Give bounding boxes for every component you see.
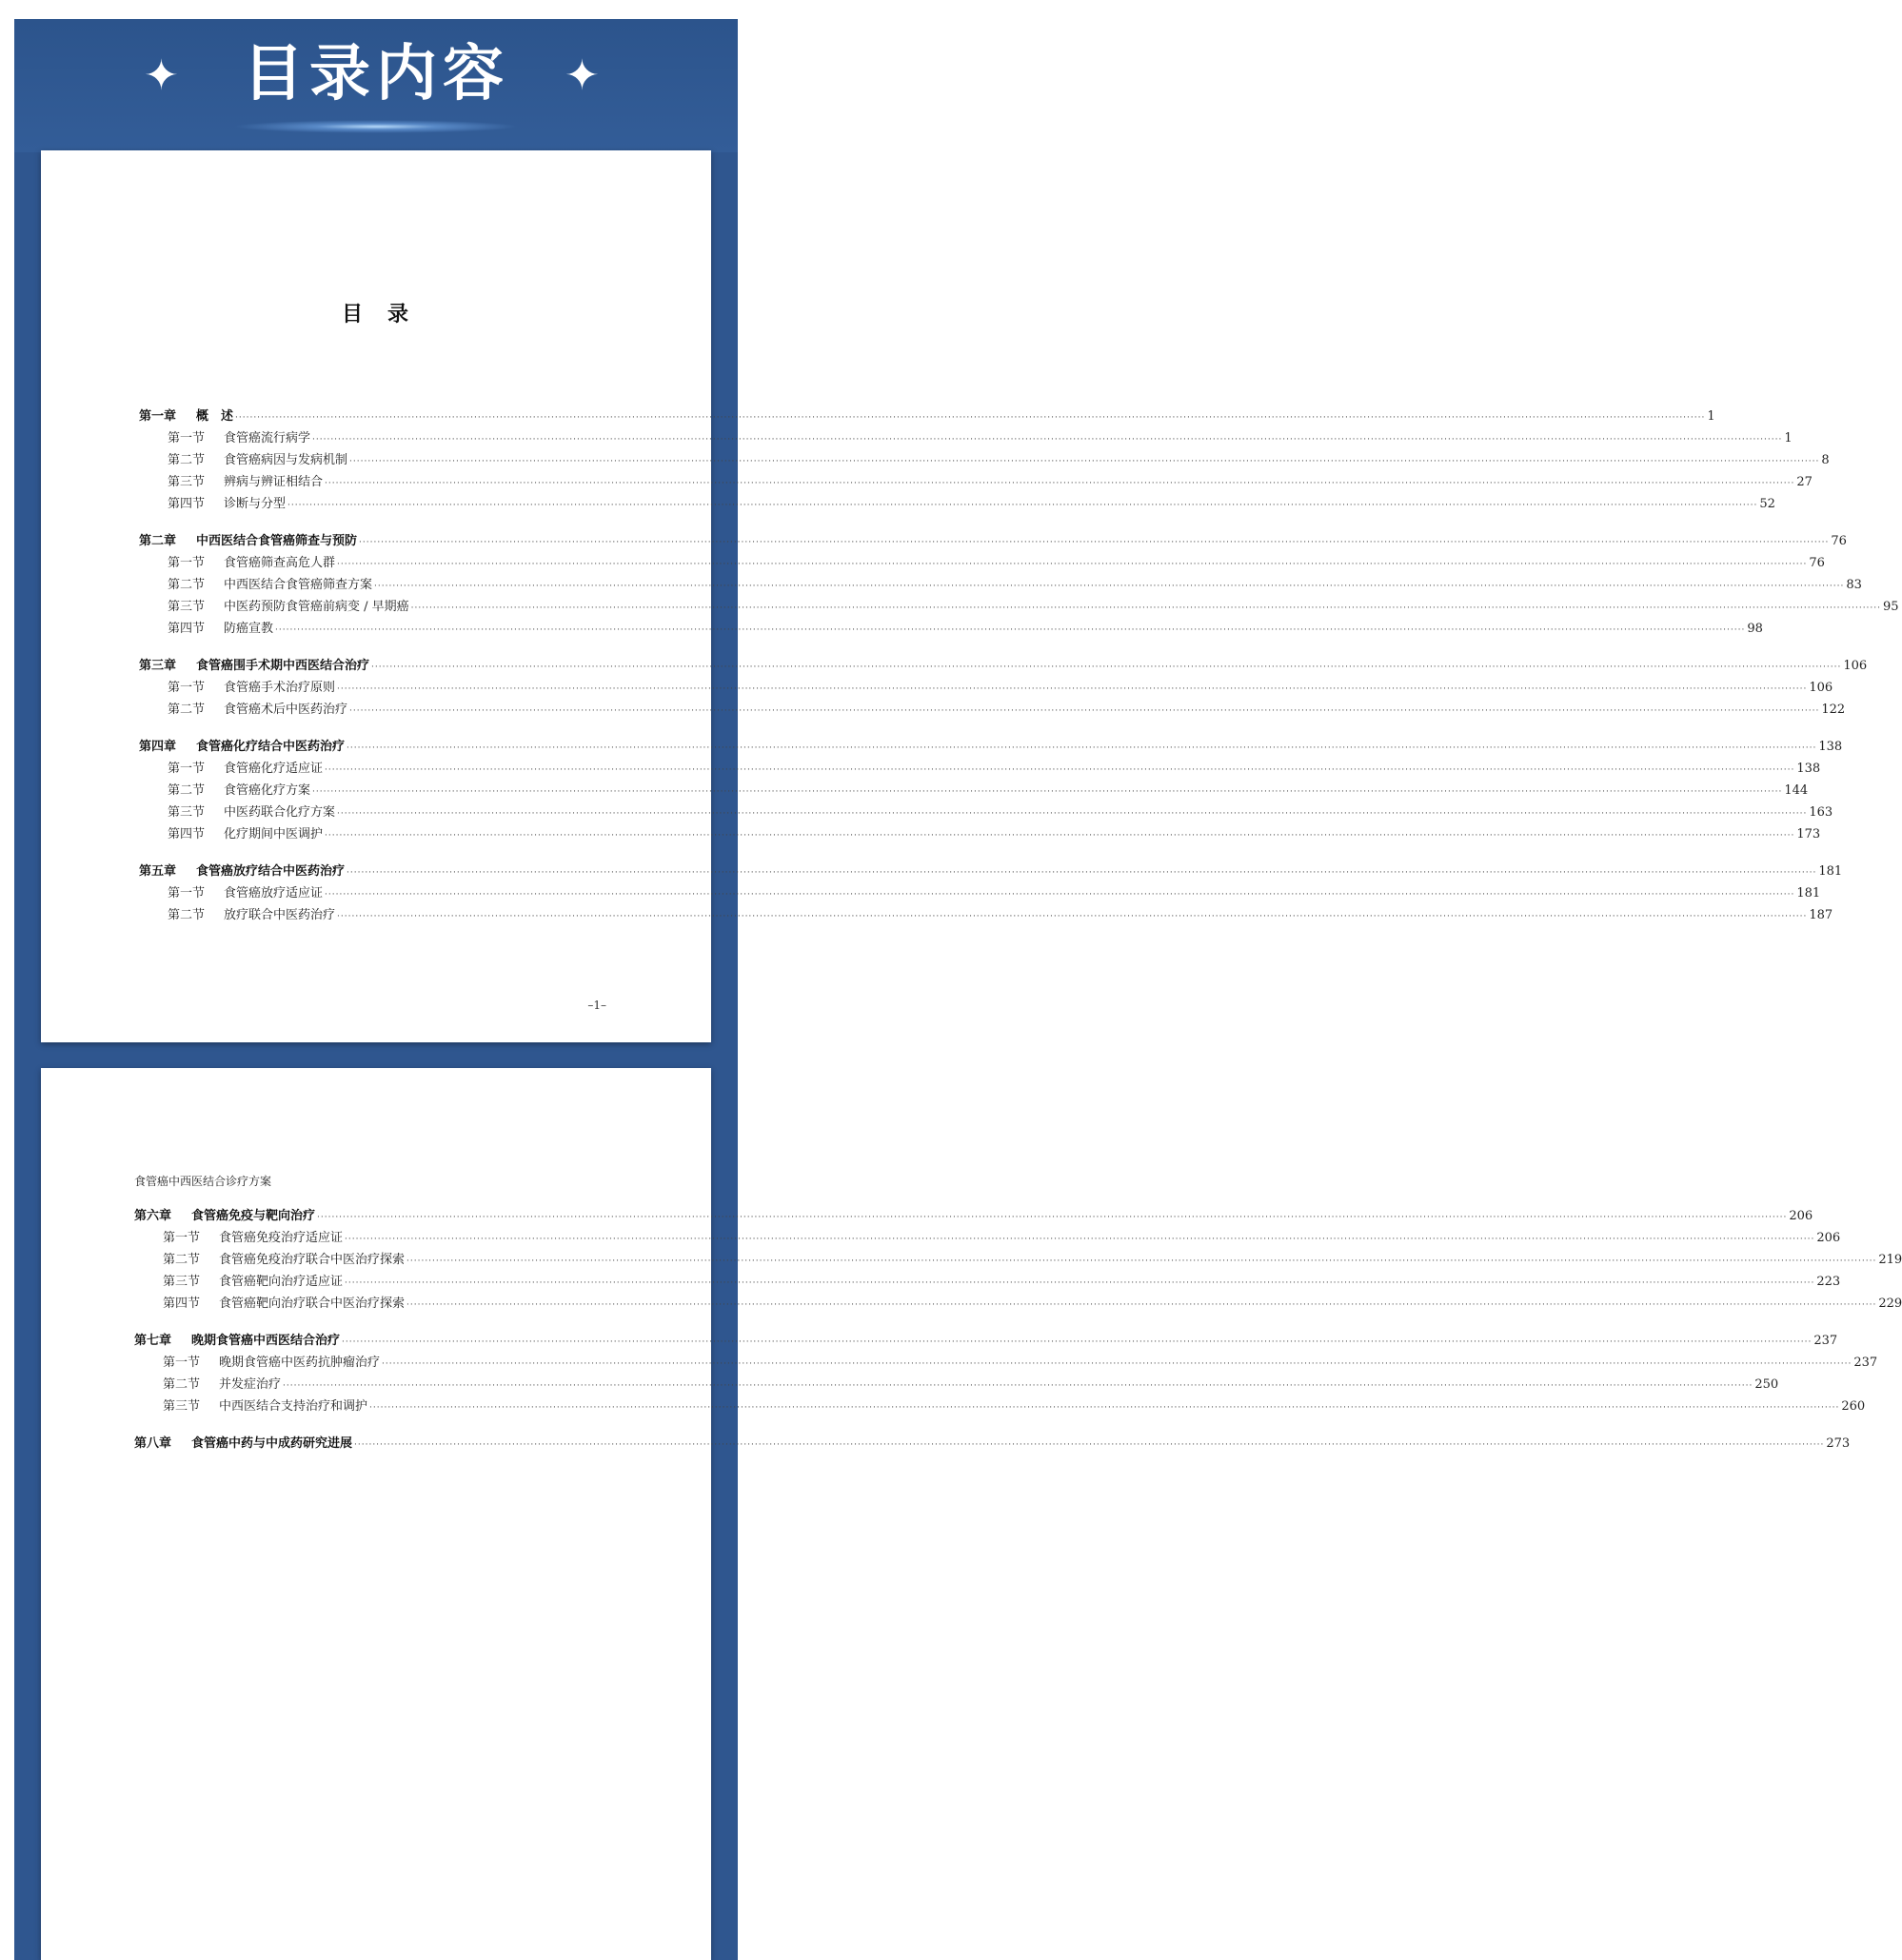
section-title: 食管癌放疗适应证 [224, 886, 324, 901]
toc-title: 目 录 [341, 303, 410, 327]
section-title: 食管癌免疫治疗适应证 [219, 1231, 344, 1245]
toc-chapter-group [139, 655, 1868, 721]
chapter-title: 食管癌免疫与靶向治疗 [191, 1209, 316, 1223]
page-ref: 106 [1809, 681, 1833, 695]
page-ref: 27 [1796, 475, 1813, 489]
section-title: 化疗期间中医调护 [224, 827, 324, 841]
toc-section-entry [139, 471, 1813, 493]
page-ref: 76 [1809, 556, 1825, 570]
section-number: 第三节 [163, 1399, 201, 1414]
chapter-title: 食管癌中药与中成药研究进展 [191, 1436, 353, 1451]
toc-section-entry [139, 802, 1833, 823]
dot-leader: ················································································································································································································································································································································································································ [337, 684, 1808, 694]
toc-chapter-group [139, 861, 1843, 926]
toc-section-entry [134, 1374, 1779, 1396]
dot-leader: ················································································································································································································································································································································································································ [337, 912, 1808, 921]
toc-section-entry [139, 904, 1833, 926]
chapter-number: 第一章 [139, 409, 177, 424]
dot-leader: ················································································································································································································································································································································································································ [349, 457, 1820, 466]
toc-section-entry [134, 1352, 1878, 1374]
dot-leader: ················································································································································································································································································································································································································ [347, 868, 1817, 878]
page-ref: 250 [1754, 1377, 1779, 1392]
page-ref: 83 [1846, 578, 1862, 592]
dot-leader: ················································································································································································································································································································································································································ [283, 1381, 1753, 1391]
section-title: 并发症治疗 [219, 1377, 282, 1392]
toc-page-1 [41, 150, 1899, 1042]
toc-section-entry [139, 677, 1833, 699]
page-ref: 219 [1878, 1253, 1902, 1267]
page-ref: 8 [1821, 453, 1830, 467]
toc-section-entry [139, 882, 1821, 904]
section-number: 第四节 [168, 827, 206, 841]
page-ref: 138 [1796, 762, 1821, 776]
toc-chapter-entry [139, 406, 1715, 427]
toc-chapter-entry [134, 1330, 1838, 1352]
chapter-title: 食管癌化疗结合中医药治疗 [196, 740, 346, 754]
section-number: 第二节 [168, 908, 206, 922]
dot-leader: ················································································································································································································································································································································································································ [312, 787, 1783, 797]
section-number: 第一节 [168, 431, 206, 445]
toc-section-entry [139, 552, 1825, 574]
toc-section-entry [139, 780, 1809, 802]
toc-section-entry [134, 1227, 1841, 1249]
page-ref: 76 [1831, 534, 1847, 548]
section-number: 第一节 [168, 762, 206, 776]
toc-section-entry [134, 1293, 1902, 1315]
toc-section-entry [139, 493, 1775, 515]
toc-section-entry [139, 574, 1862, 596]
section-title: 食管癌化疗方案 [224, 783, 311, 798]
toc-chapter-entry [139, 655, 1868, 677]
toc-section-entry [139, 618, 1763, 640]
chapter-number: 第五章 [139, 864, 177, 879]
toc-chapter-group [134, 1330, 1878, 1417]
toc-chapter-group [139, 406, 1830, 515]
dot-leader: ················································································································································································································································································································································································································ [406, 1257, 1877, 1266]
section-title: 食管癌免疫治疗联合中医治疗探索 [219, 1253, 406, 1267]
banner-glow [233, 120, 519, 133]
page-ref: 229 [1878, 1297, 1902, 1311]
section-title: 食管癌筛查高危人群 [224, 556, 336, 570]
page-ref: 206 [1816, 1231, 1841, 1245]
toc-section-entry [139, 699, 1846, 721]
section-title: 食管癌靶向治疗联合中医治疗探索 [219, 1297, 406, 1311]
toc-chapter-group [139, 736, 1843, 845]
dot-leader: ················································································································································································································································································································································································································ [371, 663, 1842, 672]
toc-list [134, 1205, 1902, 1470]
dot-leader: ················································································································································································································································································································································································································ [369, 1403, 1840, 1413]
chapter-title: 概 述 [196, 409, 234, 424]
page-number: –1– [587, 999, 606, 1012]
chapter-number: 第六章 [134, 1209, 172, 1223]
dot-leader: ················································································································································································································································································································································································································ [347, 743, 1817, 753]
chapter-title: 食管癌放疗结合中医药治疗 [196, 864, 346, 879]
toc-chapter-entry [139, 861, 1843, 882]
toc-chapter-entry [134, 1205, 1813, 1227]
section-number: 第四节 [163, 1297, 201, 1311]
toc-chapter-group [134, 1433, 1851, 1455]
page-ref: 237 [1853, 1356, 1878, 1370]
dot-leader: ················································································································································································································································································································································································································ [382, 1359, 1852, 1369]
page-ref: 138 [1818, 740, 1843, 754]
page-ref: 144 [1784, 783, 1809, 798]
section-title: 辨病与辨证相结合 [224, 475, 324, 489]
dot-leader: ················································································································································································································································································································································································································ [325, 890, 1795, 900]
section-number: 第一节 [163, 1231, 201, 1245]
dot-leader: ················································································································································································································································································································································································································ [287, 501, 1758, 510]
section-number: 第二节 [163, 1253, 201, 1267]
dot-leader: ················································································································································································································································································································································································································ [325, 831, 1795, 841]
section-number: 第三节 [163, 1275, 201, 1289]
page-ref: 163 [1809, 805, 1833, 820]
section-number: 第二节 [168, 453, 206, 467]
chapter-number: 第七章 [134, 1334, 172, 1348]
dot-leader: ················································································································································································································································································································································································································ [275, 625, 1746, 635]
section-title: 食管癌病因与发病机制 [224, 453, 348, 467]
section-number: 第三节 [168, 475, 206, 489]
toc-chapter-group [134, 1205, 1902, 1315]
section-title: 中医药联合化疗方案 [224, 805, 336, 820]
toc-chapter-group [139, 530, 1899, 640]
page-ref: 223 [1816, 1275, 1841, 1289]
dot-leader: ················································································································································································································································································································································································································ [354, 1440, 1825, 1450]
banner [14, 19, 738, 152]
toc-section-entry [139, 449, 1830, 471]
section-title: 食管癌化疗适应证 [224, 762, 324, 776]
dot-leader: ················································································································································································································································································································································································································ [345, 1235, 1815, 1244]
page-ref: 237 [1813, 1334, 1838, 1348]
section-title: 食管癌靶向治疗适应证 [219, 1275, 344, 1289]
section-title: 中西医结合支持治疗和调护 [219, 1399, 368, 1414]
section-number: 第一节 [168, 681, 206, 695]
dot-leader: ················································································································································································································································································································································································································ [317, 1213, 1788, 1222]
toc-section-entry [134, 1396, 1866, 1417]
dot-leader: ················································································································································································································································································································································································································ [406, 1300, 1877, 1310]
chapter-number: 第八章 [134, 1436, 172, 1451]
page-ref: 260 [1841, 1399, 1866, 1414]
dot-leader: ················································································································································································································································································································································································································ [325, 479, 1795, 488]
running-head: 食管癌中西医结合诊疗方案 [134, 1175, 272, 1188]
sparkle-star-icon: ✦ [565, 51, 600, 100]
page-ref: 95 [1883, 600, 1899, 614]
dot-leader: ················································································································································································································································································································································································································ [349, 706, 1820, 716]
toc-list [139, 406, 1899, 941]
section-title: 放疗联合中医药治疗 [224, 908, 336, 922]
section-title: 中西医结合食管癌筛查方案 [224, 578, 373, 592]
section-number: 第二节 [168, 783, 206, 798]
toc-section-entry [139, 596, 1899, 618]
toc-section-entry [139, 823, 1821, 845]
chapter-number: 第二章 [139, 534, 177, 548]
toc-section-entry [139, 427, 1793, 449]
dot-leader: ················································································································································································································································································································································································································ [337, 560, 1808, 569]
chapter-title: 食管癌围手术期中西医结合治疗 [196, 659, 370, 673]
dot-leader: ················································································································································································································································································································································································································ [337, 809, 1808, 819]
page-ref: 187 [1809, 908, 1833, 922]
toc-chapter-entry [139, 530, 1847, 552]
section-title: 食管癌术后中医药治疗 [224, 703, 348, 717]
page-ref: 181 [1796, 886, 1821, 901]
section-number: 第四节 [168, 497, 206, 511]
section-title: 诊断与分型 [224, 497, 287, 511]
section-title: 食管癌流行病学 [224, 431, 311, 445]
section-number: 第二节 [168, 578, 206, 592]
page-ref: 206 [1789, 1209, 1813, 1223]
section-number: 第二节 [168, 703, 206, 717]
page-ref: 273 [1826, 1436, 1851, 1451]
section-title: 食管癌手术治疗原则 [224, 681, 336, 695]
section-title: 中医药预防食管癌前病变 / 早期癌 [224, 600, 409, 614]
section-number: 第一节 [168, 556, 206, 570]
section-title: 晚期食管癌中医药抗肿瘤治疗 [219, 1356, 381, 1370]
banner-frame [14, 19, 1902, 1960]
dot-leader: ················································································································································································································································································································································································································ [345, 1278, 1815, 1288]
section-number: 第三节 [168, 805, 206, 820]
section-number: 第三节 [168, 600, 206, 614]
dot-leader: ················································································································································································································································································································································································································ [410, 604, 1881, 613]
section-number: 第四节 [168, 622, 206, 636]
page-ref: 173 [1796, 827, 1821, 841]
toc-section-entry [139, 758, 1821, 780]
chapter-number: 第四章 [139, 740, 177, 754]
chapter-title: 中西医结合食管癌筛查与预防 [196, 534, 358, 548]
toc-section-entry [134, 1249, 1902, 1271]
chapter-number: 第三章 [139, 659, 177, 673]
dot-leader: ················································································································································································································································································································································································································ [359, 538, 1830, 547]
sparkle-star-icon: ✦ [144, 51, 179, 100]
section-title: 防癌宣教 [224, 622, 274, 636]
page-ref: 106 [1843, 659, 1868, 673]
dot-leader: ················································································································································································································································································································································································································ [342, 1337, 1813, 1347]
dot-leader: ················································································································································································································································································································································································································ [235, 413, 1706, 423]
toc-chapter-entry [134, 1433, 1851, 1455]
page-ref: 122 [1821, 703, 1846, 717]
section-number: 第一节 [168, 886, 206, 901]
toc-chapter-entry [139, 736, 1843, 758]
section-number: 第一节 [163, 1356, 201, 1370]
page-ref: 181 [1818, 864, 1843, 879]
toc-section-entry [134, 1271, 1841, 1293]
page-ref: 52 [1759, 497, 1775, 511]
page-ref: 1 [1707, 409, 1715, 424]
toc-page-2 [41, 1068, 1902, 1960]
page-ref: 1 [1784, 431, 1793, 445]
chapter-title: 晚期食管癌中西医结合治疗 [191, 1334, 341, 1348]
banner-title: 目录内容 [243, 39, 509, 109]
page-ref: 98 [1747, 622, 1763, 636]
dot-leader: ················································································································································································································································································································································································································ [312, 435, 1783, 445]
dot-leader: ················································································································································································································································································································································································································ [325, 765, 1795, 775]
section-number: 第二节 [163, 1377, 201, 1392]
dot-leader: ················································································································································································································································································································································································································ [374, 582, 1845, 591]
